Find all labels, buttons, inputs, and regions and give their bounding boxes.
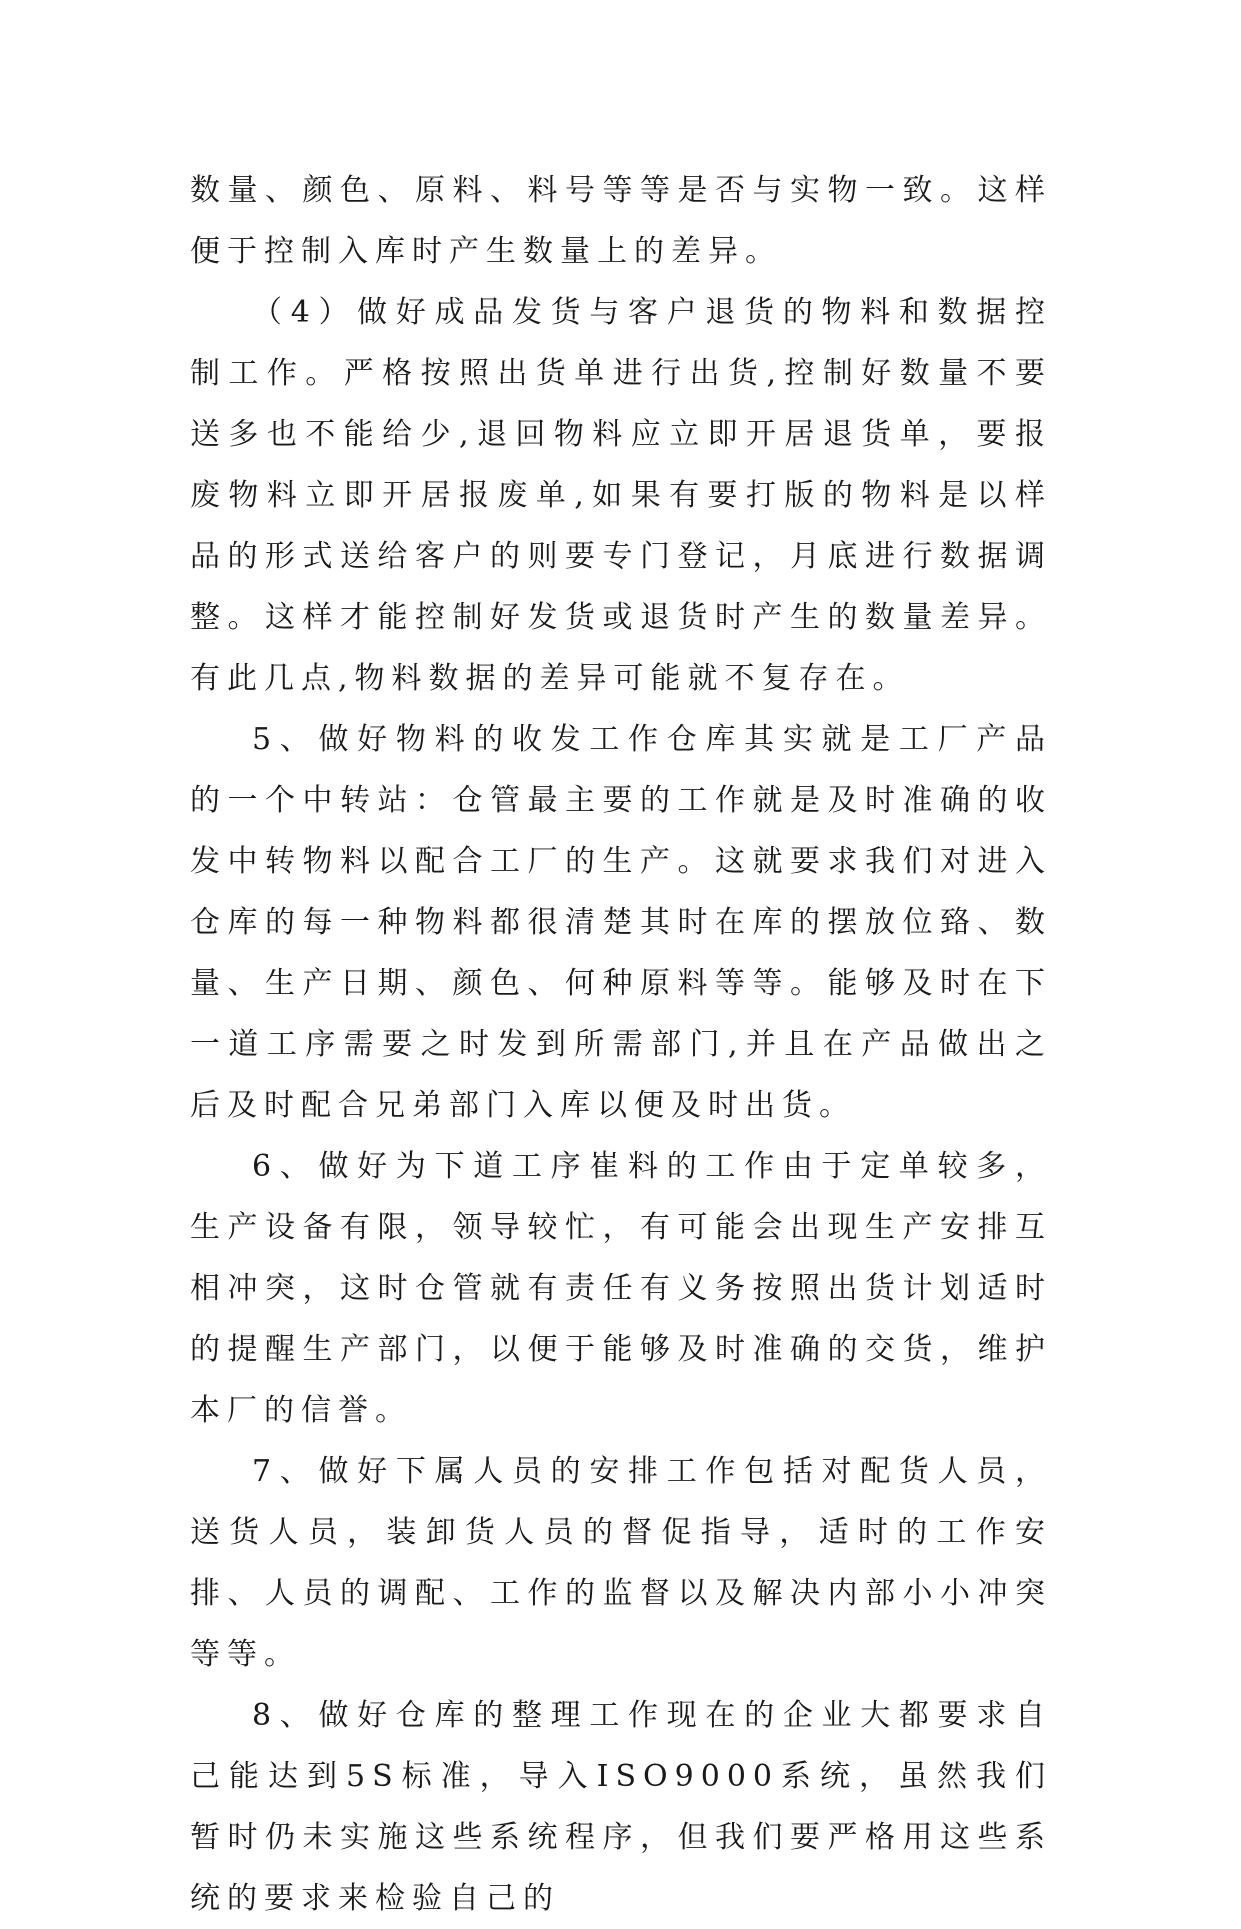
paragraph-continuation: 数量、颜色、原料、料号等等是否与实物一致。这样便于控制入库时产生数量上的差异。 [190,173,1052,269]
paragraph-item-4: （4）做好成品发货与客户退货的物料和数据控制工作。严格按照出货单进行出货,控制好数量不要送多也不能给少,退回物料应立即开居退货单，要报废物料立即开居报废单,如果有要打版的物料是以样品的形式送给客户的则要专门登记，月底进行数据调整。这样才能控制好发货或退货时产生的数量差异。有此几点,物料数据的差异可能就不复存在。 [190,295,1052,696]
body-text [190,160,1052,1929]
paragraph-item-7: 7、做好下属人员的安排工作包括对配货人员，送货人员，装卸货人员的督促指导，适时的工作安排、人员的调配、工作的监督以及解决内部小小冲突等等。 [190,1454,1052,1672]
paragraph-item-5: 5、做好物料的收发工作仓库其实就是工厂产品的一个中转站：仓管最主要的工作就是及时准确的收发中转物料以配合工厂的生产。这就要求我们对进入仓库的每一种物料都很清楚其时在库的摆放位臵、数量、生产日期、颜色、何种原料等等。能够及时在下一道工序需要之时发到所需部门,并且在产品做出之后及时配合兄弟部门入库以便及时出货。 [190,722,1052,1123]
paragraph-item-6: 6、做好为下道工序崔料的工作由于定单较多，生产设备有限，领导较忙，有可能会出现生产安排互相冲突，这时仓管就有责任有义务按照出货计划适时的提醒生产部门，以便于能够及时准确的交货，维护本厂的信誉。 [190,1149,1052,1428]
paragraph-item-8: 8、做好仓库的整理工作现在的企业大都要求自己能达到5S标准，导入ISO9000系统，虽然我们暂时仍未实施这些系统程序，但我们要严格用这些系统的要求来检验自己的 [190,1698,1052,1916]
